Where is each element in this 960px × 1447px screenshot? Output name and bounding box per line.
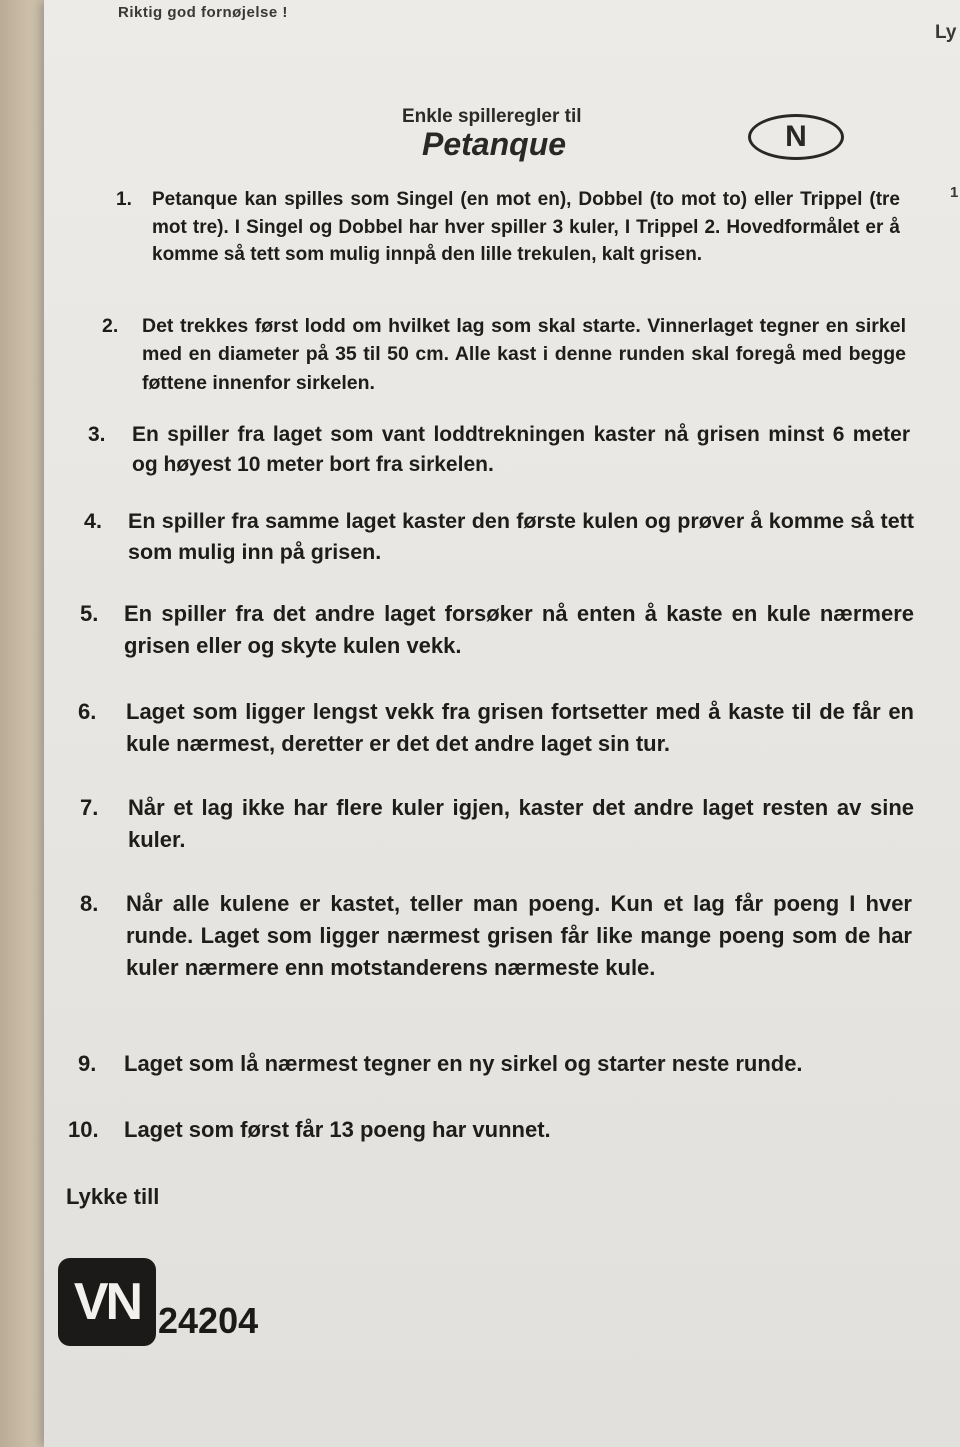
rule-item-2 <box>102 312 908 397</box>
rule-number: 5. <box>80 601 99 626</box>
rule-number: 1. <box>116 189 132 210</box>
rule-text: Petanque kan spilles som Singel (en mot en), Dobbel (to mot to) eller Trippel (tre mot tre). I Singel og Dobbel har hver spiller 3 kuler, I Trippel 2. Hovedformålet er å komme så tett som mulig innpå den lille trekulen, kalt grisen. <box>152 189 900 266</box>
document-title: Petanque <box>422 126 567 162</box>
rule-text: En spiller fra det andre laget forsøker nå enten å kaste en kule nærmere grisen eller og skyte kulen vekk. <box>124 601 914 658</box>
logo-text: VN <box>73 1273 141 1331</box>
rule-text: Laget som lå nærmest tegner en ny sirkel og starter neste runde. <box>124 1051 803 1076</box>
rule-number: 8. <box>80 891 99 916</box>
rule-item-5 <box>80 598 916 662</box>
rule-text: Laget som først får 13 poeng har vunnet. <box>124 1117 551 1142</box>
rule-number: 4. <box>84 509 102 533</box>
rule-number: 7. <box>80 795 99 820</box>
rule-item-3 <box>88 420 912 481</box>
rule-text: En spiller fra laget som vant loddtrekningen kaster nå grisen minst 6 meter og høyest 10 meter bort fra sirkelen. <box>132 423 910 477</box>
edge-text-right: Ly <box>935 22 957 43</box>
rule-number: 10. <box>68 1117 99 1142</box>
rule-number: 6. <box>78 699 97 724</box>
closing-text: Lykke till <box>66 1184 160 1209</box>
edge-text-one: 1 <box>950 184 959 201</box>
rule-item-10 <box>68 1114 916 1146</box>
country-code: N <box>785 120 807 153</box>
document-subtitle: Enkle spilleregler til <box>402 106 582 127</box>
rule-number: 2. <box>102 315 119 337</box>
rule-item-7 <box>80 792 916 856</box>
rule-item-4 <box>84 506 916 568</box>
top-cut-text: Riktig god fornøjelse ! <box>118 4 288 21</box>
rule-text: Når alle kulene er kastet, teller man poeng. Kun et lag får poeng I hver runde. Laget som ligger nærmest grisen får like mange poeng som de har kuler nærmere enn motstanderens nærmeste kule. <box>126 891 912 980</box>
rule-item-8 <box>80 888 916 984</box>
rule-item-9 <box>78 1048 916 1080</box>
rule-text: Når et lag ikke har flere kuler igjen, kaster det andre laget resten av sine kuler. <box>128 795 914 852</box>
rule-text: En spiller fra samme laget kaster den første kulen og prøver å komme så tett som mulig inn på grisen. <box>128 509 914 565</box>
rule-item-6 <box>78 696 916 760</box>
product-code: 24204 <box>158 1300 259 1341</box>
rule-text: Det trekkes først lodd om hvilket lag som skal starte. Vinnerlaget tegner en sirkel med en diameter på 35 til 50 cm. Alle kast i denne runden skal foregå med begge føttene innenfor sirkelen. <box>142 315 906 394</box>
rule-number: 9. <box>78 1051 97 1076</box>
country-badge <box>748 114 844 160</box>
rule-text: Laget som ligger lengst vekk fra grisen fortsetter med å kaste til de får en kule nærmest, deretter er det det andre laget sin tur. <box>126 699 914 756</box>
rule-item-1 <box>116 186 904 269</box>
rule-number: 3. <box>88 423 106 446</box>
vn-logo <box>58 1258 156 1346</box>
